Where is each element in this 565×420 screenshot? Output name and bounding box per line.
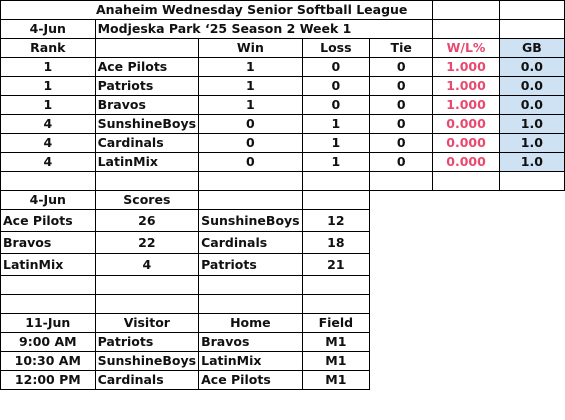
win-header[interactable]: Win — [199, 39, 303, 58]
score-row — [1, 254, 565, 276]
score-team1[interactable]: LatinMix — [1, 254, 96, 276]
empty-cell — [499, 210, 564, 232]
empty-cell[interactable] — [199, 276, 303, 295]
wl-cell[interactable]: 1.000 — [433, 96, 499, 115]
empty-cell — [433, 371, 499, 390]
empty-cell — [499, 352, 564, 371]
loss-cell[interactable]: 1 — [302, 115, 369, 134]
empty-cell[interactable] — [1, 276, 96, 295]
empty-cell — [499, 232, 564, 254]
empty-cell — [433, 276, 499, 295]
home-header[interactable]: Home — [199, 314, 303, 333]
loss-cell[interactable]: 0 — [302, 58, 369, 77]
visitor-header[interactable]: Visitor — [95, 314, 199, 333]
score-value2[interactable]: 18 — [302, 232, 369, 254]
standings-row — [1, 58, 565, 77]
empty-cell[interactable] — [95, 39, 199, 58]
tie-cell[interactable]: 0 — [370, 115, 433, 134]
empty-cell[interactable] — [433, 20, 499, 39]
team-cell[interactable]: Patriots — [95, 77, 199, 96]
team-cell[interactable]: LatinMix — [95, 153, 199, 172]
empty-cell — [499, 314, 564, 333]
tie-cell[interactable]: 0 — [370, 153, 433, 172]
scores-date[interactable]: 4-Jun — [1, 191, 96, 210]
empty-cell — [370, 371, 433, 390]
empty-cell[interactable] — [302, 295, 369, 314]
score-team1[interactable]: Ace Pilots — [1, 210, 96, 232]
standings-row — [1, 77, 565, 96]
win-cell[interactable]: 1 — [199, 77, 303, 96]
season-subtitle[interactable]: Modjeska Park ‘25 Season 2 Week 1 — [95, 20, 433, 39]
empty-cell — [370, 333, 433, 352]
score-value1[interactable]: 22 — [95, 232, 199, 254]
field-cell[interactable]: M1 — [302, 352, 369, 371]
empty-cell — [499, 276, 564, 295]
rank-cell[interactable]: 4 — [1, 153, 96, 172]
empty-cell — [370, 210, 433, 232]
empty-cell[interactable] — [302, 172, 369, 191]
empty-cell[interactable] — [499, 20, 564, 39]
win-cell[interactable]: 0 — [199, 153, 303, 172]
win-cell[interactable]: 1 — [199, 58, 303, 77]
rank-cell[interactable]: 4 — [1, 134, 96, 153]
field-cell[interactable]: M1 — [302, 371, 369, 390]
schedule-date[interactable]: 11-Jun — [1, 314, 96, 333]
schedule-row — [1, 371, 565, 390]
empty-cell — [499, 254, 564, 276]
field-cell[interactable]: M1 — [302, 333, 369, 352]
schedule-header-row — [1, 314, 565, 333]
empty-cell[interactable] — [199, 191, 303, 210]
loss-cell[interactable]: 0 — [302, 96, 369, 115]
title-row — [1, 1, 565, 20]
empty-cell — [370, 276, 433, 295]
subtitle-row — [1, 20, 565, 39]
tie-cell[interactable]: 0 — [370, 58, 433, 77]
wl-cell[interactable]: 1.000 — [433, 58, 499, 77]
rank-header[interactable]: Rank — [1, 39, 96, 58]
empty-cell[interactable] — [499, 172, 564, 191]
standings-row — [1, 153, 565, 172]
standings-row — [1, 115, 565, 134]
loss-cell[interactable]: 0 — [302, 77, 369, 96]
win-cell[interactable]: 0 — [199, 115, 303, 134]
empty-cell — [499, 191, 564, 210]
rank-cell[interactable]: 1 — [1, 58, 96, 77]
empty-cell[interactable] — [95, 276, 199, 295]
visitor-team[interactable]: Patriots — [95, 333, 199, 352]
empty-cell[interactable] — [370, 172, 433, 191]
win-cell[interactable]: 1 — [199, 96, 303, 115]
tie-header[interactable]: Tie — [370, 39, 433, 58]
schedule-row — [1, 333, 565, 352]
wl-header[interactable]: W/L% — [433, 39, 499, 58]
empty-cell — [433, 314, 499, 333]
score-team2[interactable]: Cardinals — [199, 232, 303, 254]
blank-row — [1, 295, 565, 314]
game-time[interactable]: 10:30 AM — [1, 352, 96, 371]
empty-cell[interactable] — [302, 276, 369, 295]
empty-cell[interactable] — [95, 172, 199, 191]
gb-cell[interactable]: 0.0 — [499, 96, 564, 115]
gb-cell[interactable]: 1.0 — [499, 134, 564, 153]
scores-label[interactable]: Scores — [95, 191, 199, 210]
empty-cell — [370, 232, 433, 254]
field-header[interactable]: Field — [302, 314, 369, 333]
empty-cell — [499, 371, 564, 390]
standings-row — [1, 134, 565, 153]
wl-cell[interactable]: 0.000 — [433, 153, 499, 172]
score-value2[interactable]: 21 — [302, 254, 369, 276]
rank-cell[interactable]: 1 — [1, 77, 96, 96]
team-cell[interactable]: Ace Pilots — [95, 58, 199, 77]
standings-row — [1, 96, 565, 115]
wl-cell[interactable]: 0.000 — [433, 134, 499, 153]
empty-cell — [499, 295, 564, 314]
league-title[interactable]: Anaheim Wednesday Senior Softball League — [1, 1, 433, 20]
rank-cell[interactable]: 1 — [1, 96, 96, 115]
empty-cell[interactable] — [199, 172, 303, 191]
empty-cell[interactable] — [433, 1, 499, 20]
score-team2[interactable]: SunshineBoys — [199, 210, 303, 232]
empty-cell — [370, 295, 433, 314]
empty-cell — [499, 333, 564, 352]
score-team2[interactable]: Patriots — [199, 254, 303, 276]
schedule-row — [1, 352, 565, 371]
tie-cell[interactable]: 0 — [370, 96, 433, 115]
empty-cell — [370, 254, 433, 276]
rank-cell[interactable]: 4 — [1, 115, 96, 134]
standings-header-row — [1, 39, 565, 58]
tie-cell[interactable]: 0 — [370, 77, 433, 96]
wl-cell[interactable]: 0.000 — [433, 115, 499, 134]
team-cell[interactable]: Cardinals — [95, 134, 199, 153]
wl-cell[interactable]: 1.000 — [433, 77, 499, 96]
empty-cell — [433, 210, 499, 232]
empty-cell — [370, 352, 433, 371]
score-value2[interactable]: 12 — [302, 210, 369, 232]
empty-cell[interactable] — [199, 295, 303, 314]
gb-cell[interactable]: 1.0 — [499, 115, 564, 134]
empty-cell — [370, 314, 433, 333]
score-row — [1, 232, 565, 254]
empty-cell — [433, 232, 499, 254]
blank-row — [1, 172, 565, 191]
score-value1[interactable]: 4 — [95, 254, 199, 276]
blank-row — [1, 276, 565, 295]
empty-cell — [433, 333, 499, 352]
gb-cell[interactable]: 0.0 — [499, 77, 564, 96]
game-time[interactable]: 12:00 PM — [1, 371, 96, 390]
loss-cell[interactable]: 1 — [302, 134, 369, 153]
game-time[interactable]: 9:00 AM — [1, 333, 96, 352]
gb-header[interactable]: GB — [499, 39, 564, 58]
empty-cell — [433, 191, 499, 210]
tie-cell[interactable]: 0 — [370, 134, 433, 153]
team-cell[interactable]: SunshineBoys — [95, 115, 199, 134]
empty-cell[interactable] — [1, 172, 96, 191]
score-row — [1, 210, 565, 232]
score-value1[interactable]: 26 — [95, 210, 199, 232]
home-team[interactable]: LatinMix — [199, 352, 303, 371]
scores-header-row — [1, 191, 565, 210]
empty-cell — [433, 352, 499, 371]
empty-cell[interactable] — [302, 191, 369, 210]
empty-cell — [370, 191, 433, 210]
empty-cell[interactable] — [433, 172, 499, 191]
loss-header[interactable]: Loss — [302, 39, 369, 58]
empty-cell[interactable] — [1, 295, 96, 314]
empty-cell[interactable] — [95, 295, 199, 314]
score-team1[interactable]: Bravos — [1, 232, 96, 254]
win-cell[interactable]: 0 — [199, 134, 303, 153]
gb-cell[interactable]: 0.0 — [499, 58, 564, 77]
visitor-team[interactable]: SunshineBoys — [95, 352, 199, 371]
home-team[interactable]: Ace Pilots — [199, 371, 303, 390]
header-date[interactable]: 4-Jun — [1, 20, 96, 39]
home-team[interactable]: Bravos — [199, 333, 303, 352]
empty-cell — [433, 254, 499, 276]
visitor-team[interactable]: Cardinals — [95, 371, 199, 390]
gb-cell[interactable]: 1.0 — [499, 153, 564, 172]
empty-cell — [433, 295, 499, 314]
team-cell[interactable]: Bravos — [95, 96, 199, 115]
loss-cell[interactable]: 1 — [302, 153, 369, 172]
empty-cell[interactable] — [499, 1, 564, 20]
